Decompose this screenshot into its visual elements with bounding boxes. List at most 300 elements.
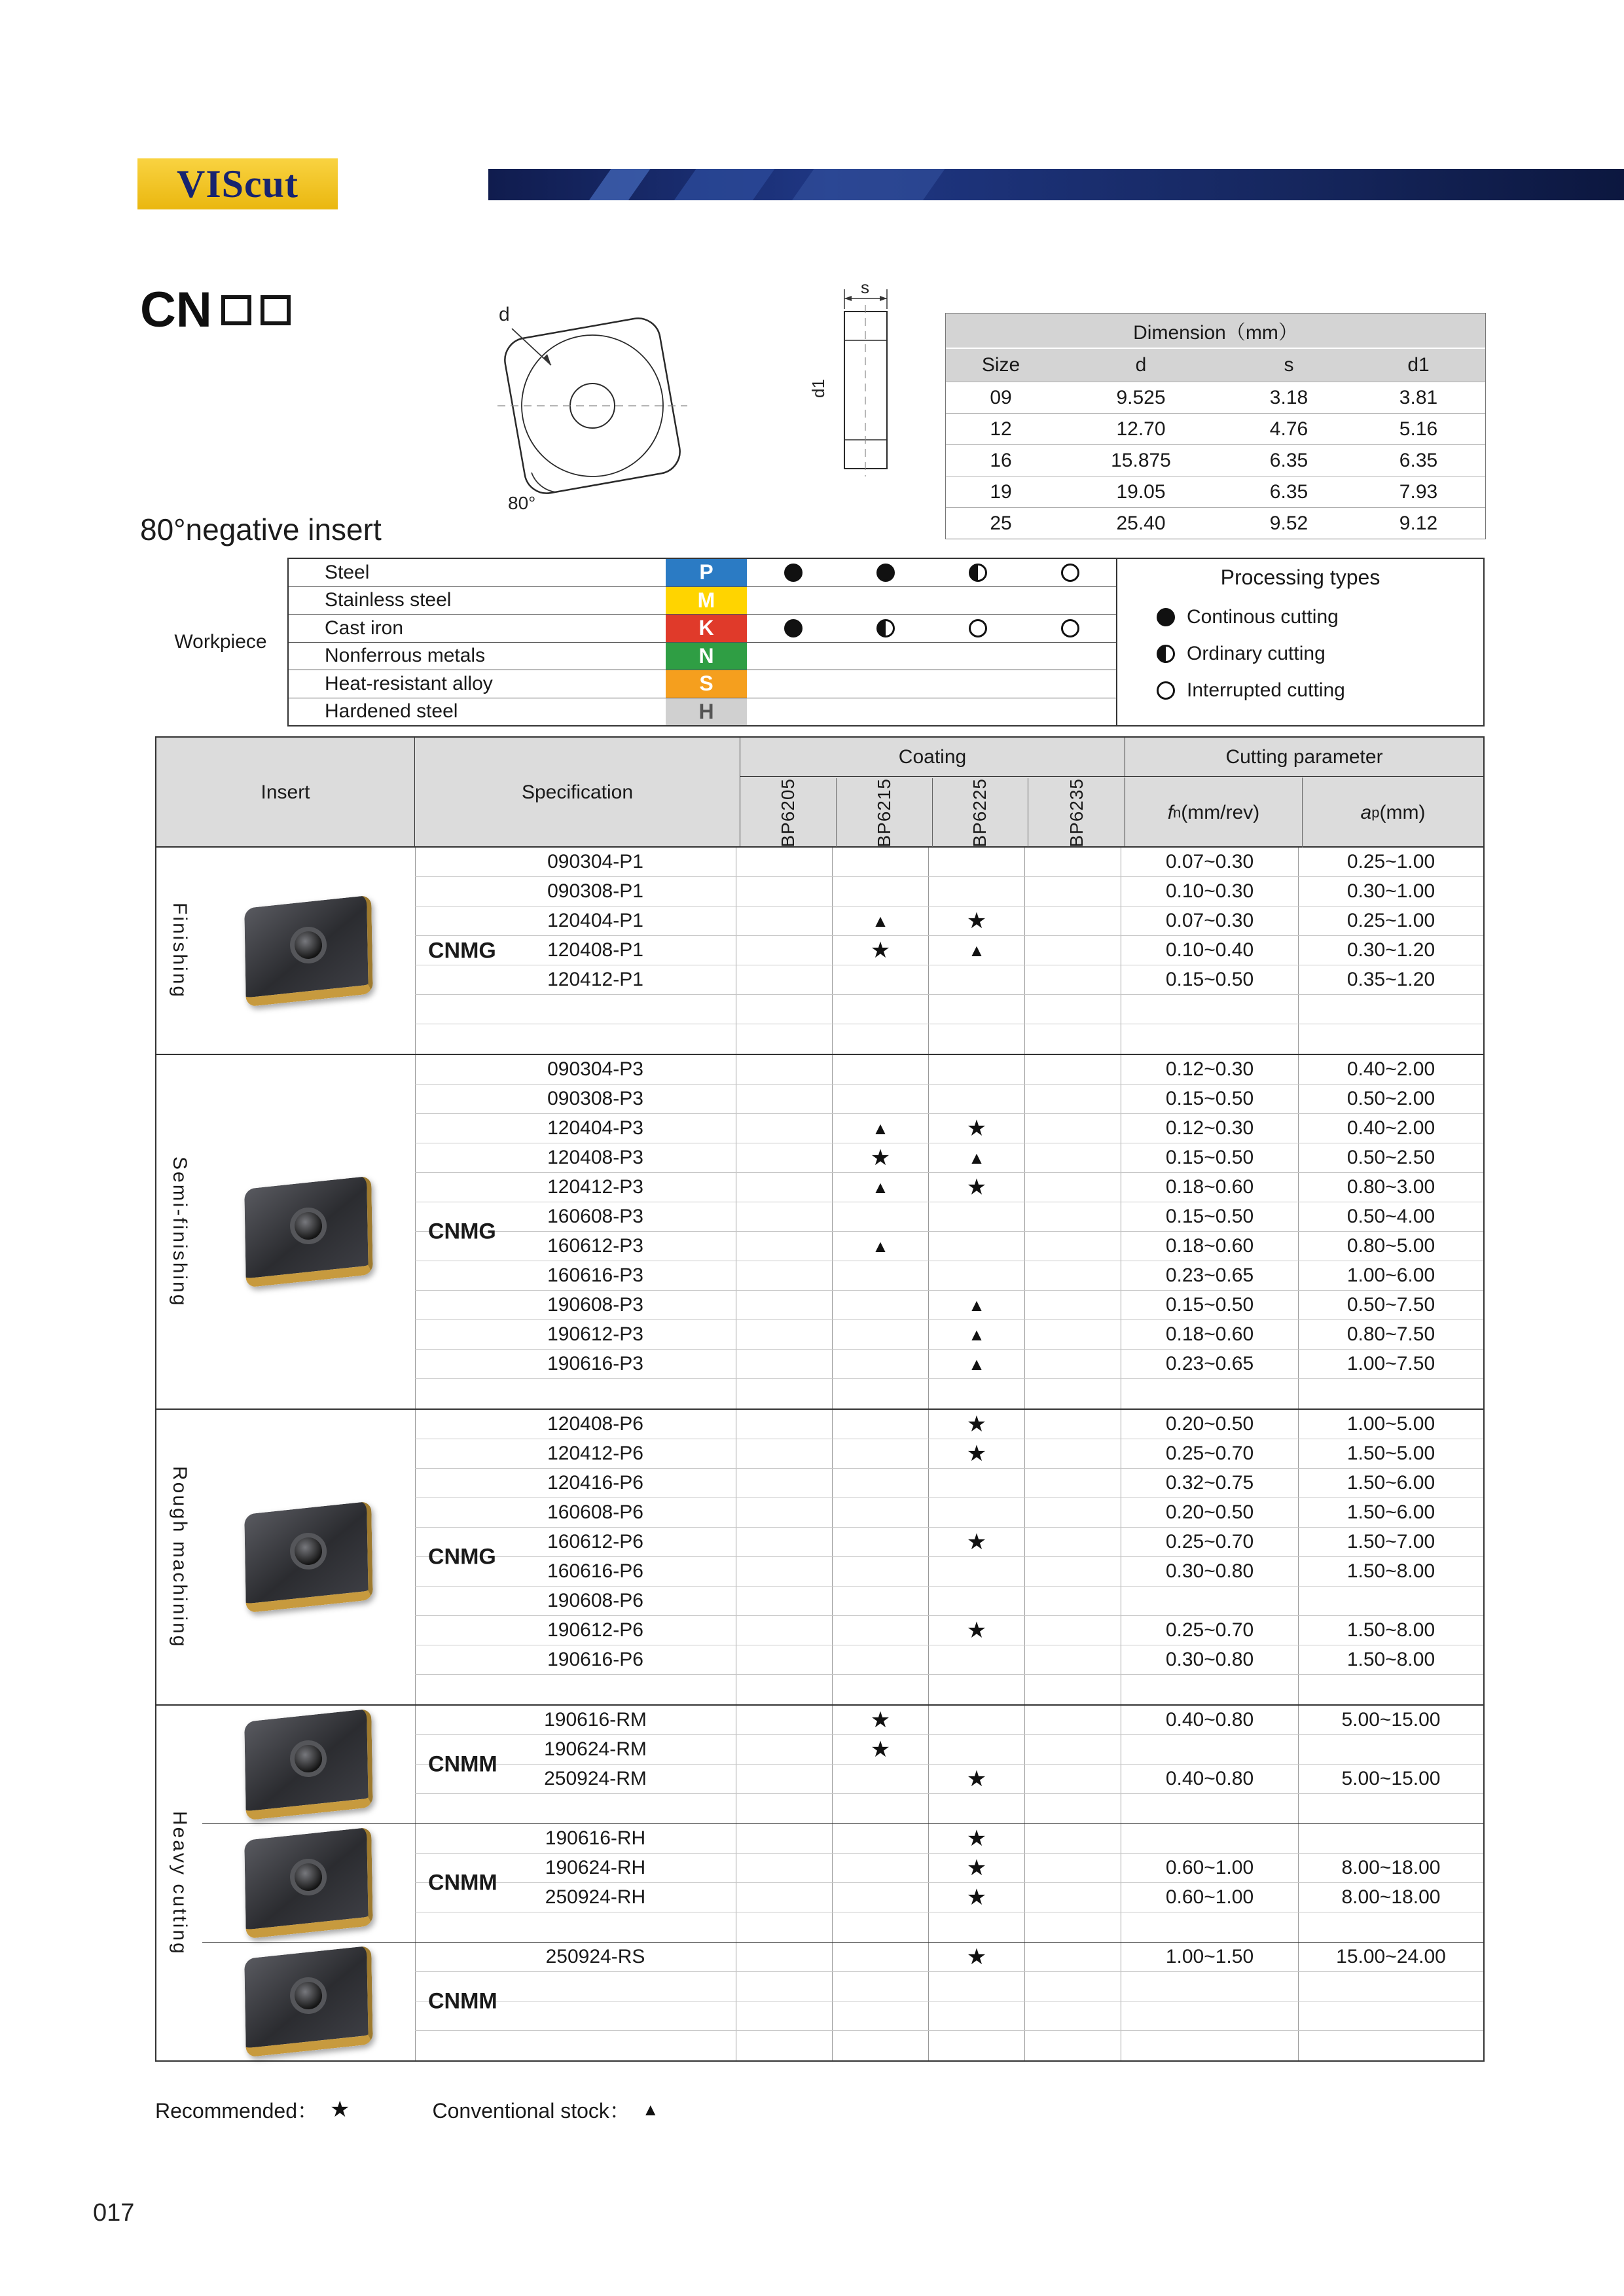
coating-mark-cell [1024,1498,1121,1527]
coating-mark-cell [928,1379,1024,1408]
coating-mark-cell [1024,1085,1121,1113]
coating-mark-cell [736,1557,832,1586]
spec-cell: 190608-P6 [415,1587,736,1615]
full-circle-icon [876,564,895,582]
spec-cell: 250924-RS [415,1943,736,1971]
spec-cell [415,1794,736,1823]
coating-mark-cell [928,1616,1024,1645]
series-size-box [221,295,251,325]
spec-row [415,2031,1483,2060]
spec-rows [415,1824,1483,1942]
fn-unit: (mm/rev) [1181,801,1260,823]
spec-row [415,1883,1483,1912]
series-size-box [261,295,291,325]
workpiece-mark-cell [931,587,1024,615]
coating-mark-cell [1024,1972,1121,2001]
spec-row [415,1410,1483,1439]
insert-photo-cell [202,1706,415,1823]
spec-rows [415,1943,1483,2060]
coating-mark-cell [736,1410,832,1439]
insert-photo-cell [202,1943,415,2060]
coating-mark-cell [1024,1232,1121,1261]
ap-value-cell: 0.80~3.00 [1298,1173,1483,1202]
dimension-header-cell: s [1284,354,1294,376]
workpiece-row [289,642,1116,670]
coating-mark-cell [1024,1765,1121,1793]
fn-value-cell: 0.30~0.80 [1121,1557,1298,1586]
workpiece-table [287,558,1485,726]
workpiece-mark-cell [839,615,931,642]
ap-value-cell: 1.50~8.00 [1298,1557,1483,1586]
fn-subscript: n [1173,804,1182,821]
coating-mark-cell [928,1232,1024,1261]
coating-mark-cell [832,1883,928,1912]
ap-value-cell [1298,1794,1483,1823]
star-mark: ★ [870,938,891,963]
coating-mark-cell [832,1587,928,1615]
fn-value-cell [1121,1379,1298,1408]
fn-value-cell [1121,995,1298,1024]
workpiece-code-badge: M [666,587,747,615]
insert-subgroup [202,1410,1483,1704]
star-mark: ★ [966,1826,987,1851]
coating-mark-cell [928,1498,1024,1527]
insert-subgroup [202,1942,1483,2060]
coating-mark-cell [928,1261,1024,1290]
star-mark: ★ [870,1145,891,1170]
series-title-text: CN [140,282,212,338]
series-title [140,281,291,338]
spec-cell: 120412-P1 [415,965,736,994]
dimension-value-cell: 9.525 [1116,386,1166,408]
coating-mark-cell [928,1410,1024,1439]
processing-legend-item [1117,599,1483,636]
coating-mark-cell [928,1794,1024,1823]
half-circle-icon [876,619,895,637]
coating-mark-cell [736,995,832,1024]
dimension-value-cell: 6.35 [1269,449,1308,471]
workpiece-row [289,670,1116,698]
coating-mark-cell [832,1972,928,2001]
fn-value-cell [1121,1972,1298,2001]
fn-value-cell: 0.15~0.50 [1121,1143,1298,1172]
fn-value-cell: 0.07~0.30 [1121,906,1298,935]
coating-mark-cell [928,995,1024,1024]
fn-header [1125,778,1303,848]
coating-mark-cell [1024,1439,1121,1468]
spec-row [415,1765,1483,1794]
fn-value-cell: 0.25~0.70 [1121,1616,1298,1645]
full-circle-icon [784,564,803,582]
coating-mark-cell [928,1675,1024,1704]
dimension-table-row [946,476,1485,507]
insert-front-svg [452,288,733,524]
recommended-label: Recommended： [155,2099,319,2123]
coating-mark-cell [736,1587,832,1615]
ap-value-cell: 0.80~7.50 [1298,1320,1483,1349]
insert-subgroup [202,1706,1483,1823]
spec-row [415,1291,1483,1320]
fn-value-cell: 0.15~0.50 [1121,1291,1298,1319]
coating-mark-cell [736,1173,832,1202]
coating-mark-cell [928,965,1024,994]
fn-value-cell [1121,1735,1298,1764]
workpiece-mark-cell [1024,670,1116,698]
coating-mark-cell [832,1794,928,1823]
workpiece-row [289,698,1116,726]
coating-mark-cell [1024,1912,1121,1942]
coating-column-label: BP6225 [969,778,990,848]
coating-mark-cell [928,1883,1024,1912]
dim-label-d: d [499,304,510,325]
coating-mark-cell [928,936,1024,965]
workpiece-row [289,614,1116,642]
coating-mark-cell [832,1675,928,1704]
ap-value-cell: 1.50~6.00 [1298,1498,1483,1527]
spec-row [415,1912,1483,1942]
category-cell [156,848,202,1054]
ap-value-cell [1298,1972,1483,2001]
star-mark: ★ [870,1708,891,1732]
coating-mark-cell [1024,1320,1121,1349]
dimension-value-cell: 3.18 [1269,386,1308,408]
coating-mark-cell [736,1085,832,1113]
dimension-table-header-row [946,349,1485,382]
spec-cell: 160608-P3 [415,1202,736,1231]
fn-value-cell: 0.25~0.70 [1121,1528,1298,1556]
spec-cell: 120412-P6 [415,1439,736,1468]
main-table-header [156,738,1483,848]
footer-legend [155,2094,659,2125]
workpiece-material: Steel [325,561,370,583]
spec-cell: 160612-P3 [415,1232,736,1261]
coating-mark-cell [928,1439,1024,1468]
spec-cell: 090308-P1 [415,877,736,906]
workpiece-rows [289,559,1116,725]
workpiece-mark-cell [1024,643,1116,670]
coating-column-header [837,778,933,848]
dimension-value-cell: 15.875 [1111,449,1171,471]
spec-cell: 120404-P1 [415,906,736,935]
ap-value-cell [1298,2001,1483,2030]
coating-mark-cell [832,1528,928,1556]
dimension-header-cell: d [1135,354,1147,376]
spec-cell: 190608-P3 [415,1291,736,1319]
ap-value-cell [1298,995,1483,1024]
workpiece-code-badge: P [666,559,747,586]
coating-mark-cell [736,1943,832,1971]
insert-subgroup [202,848,1483,1054]
ap-value-cell: 1.50~5.00 [1298,1439,1483,1468]
workpiece-code-badge: S [666,670,747,698]
coating-mark-cell [736,1765,832,1793]
coating-mark-cell [1024,1114,1121,1143]
ap-unit: (mm) [1379,801,1426,823]
full-circle-icon [784,619,803,637]
triangle-mark: ▲ [968,1148,985,1168]
coating-header: Coating [740,738,1125,777]
star-icon: ★ [330,2097,350,2122]
coating-mark-cell [736,906,832,935]
spec-cell: 120408-P1 [415,936,736,965]
star-mark: ★ [966,1945,987,1969]
spec-row [415,1173,1483,1202]
triangle-mark: ▲ [872,1119,889,1138]
dim-label-d1: d1 [808,379,828,398]
spec-cell: 190616-P3 [415,1350,736,1378]
workpiece-mark-cell [747,698,839,726]
coating-mark-cell [736,1854,832,1882]
fn-value-cell: 1.00~1.50 [1121,1943,1298,1971]
spec-cell: 190616-RM [415,1706,736,1734]
half-circle-icon [1157,645,1175,663]
ap-value-cell: 1.50~7.00 [1298,1528,1483,1556]
spec-row [415,1972,1483,2001]
insert-group-block [156,1408,1483,1704]
coating-mark-cell [928,1024,1024,1054]
fn-value-cell: 0.15~0.50 [1121,965,1298,994]
coating-mark-cell [736,1528,832,1556]
fn-value-cell: 0.40~0.80 [1121,1706,1298,1734]
workpiece-mark-cell [839,698,931,726]
workpiece-row [289,586,1116,615]
insert-type-label: CNMG [428,1219,496,1244]
insert-photo [240,1176,378,1287]
coating-mark-cell [1024,965,1121,994]
coating-mark-cell [1024,1055,1121,1084]
triangle-icon: ▲ [641,2100,659,2119]
spec-row [415,1143,1483,1173]
spec-rows [415,848,1483,1054]
coating-mark-cell [832,965,928,994]
fn-value-cell: 0.15~0.50 [1121,1085,1298,1113]
fn-value-cell [1121,1794,1298,1823]
coating-mark-cell [1024,1291,1121,1319]
category-label: Semi-finishing [169,1156,190,1308]
coating-mark-cell [832,2031,928,2060]
dimension-value-cell: 12 [990,418,1012,440]
ap-value-cell: 0.40~2.00 [1298,1055,1483,1084]
coating-mark-cell [1024,1528,1121,1556]
coating-mark-cell [832,995,928,1024]
spec-row [415,1202,1483,1232]
coating-mark-cell [1024,936,1121,965]
workpiece-mark-cell [1024,559,1116,586]
fn-value-cell [1121,1024,1298,1054]
ap-value-cell: 1.00~6.00 [1298,1261,1483,1290]
star-mark: ★ [966,1885,987,1910]
insert-type-label: CNMG [428,938,496,963]
spec-cell: 120408-P3 [415,1143,736,1172]
coating-mark-cell [928,1320,1024,1349]
coating-mark-cell [736,1675,832,1704]
spec-cell [415,1024,736,1054]
processing-legend-item [1117,636,1483,672]
workpiece-material: Hardened steel [325,700,458,723]
workpiece-row [289,559,1116,586]
coating-mark-cell [736,1616,832,1645]
triangle-mark: ▲ [872,1177,889,1197]
coating-mark-cell [1024,1410,1121,1439]
spec-cell: 190612-P6 [415,1616,736,1645]
coating-mark-cell [832,1320,928,1349]
insert-photo-cell [202,1824,415,1942]
workpiece-mark-cell [747,587,839,615]
fn-value-cell [1121,1587,1298,1615]
triangle-mark: ▲ [968,941,985,960]
category-label: Heavy cutting [169,1810,190,1956]
coating-mark-cell [1024,1379,1121,1408]
coating-mark-cell [736,1143,832,1172]
insert-photo [240,1827,378,1939]
coating-mark-cell [832,1173,928,1202]
ap-value-cell: 0.80~5.00 [1298,1232,1483,1261]
spec-cell: 160612-P6 [415,1528,736,1556]
coating-mark-cell [832,1765,928,1793]
coating-mark-cell [928,1469,1024,1498]
header-bar [488,169,1624,200]
processing-legend [1117,599,1483,709]
coating-mark-cell [832,1055,928,1084]
ap-header [1303,778,1483,848]
coating-mark-cell [928,1557,1024,1586]
workpiece-mark-cell [1024,698,1116,726]
coating-mark-cell [1024,1587,1121,1615]
coating-mark-cell [1024,1794,1121,1823]
coating-mark-cell [928,1824,1024,1853]
spec-row [415,1587,1483,1616]
ap-value-cell: 0.50~7.50 [1298,1291,1483,1319]
fn-value-cell: 0.60~1.00 [1121,1883,1298,1912]
spec-row [415,1706,1483,1735]
coating-mark-cell [736,1883,832,1912]
spec-cell: 160616-P6 [415,1557,736,1586]
dim-label-angle: 80° [508,493,536,513]
ap-value-cell: 0.30~1.20 [1298,936,1483,965]
coating-mark-cell [1024,995,1121,1024]
spec-row [415,2001,1483,2031]
coating-mark-cell [928,1912,1024,1942]
coating-mark-cell [1024,1261,1121,1290]
spec-row [415,1439,1483,1469]
open-circle-icon [1157,681,1175,700]
dimension-value-cell: 3.81 [1399,386,1438,408]
star-mark: ★ [966,1767,987,1791]
workpiece-mark-cell [839,643,931,670]
coating-mark-cell [832,1557,928,1586]
coating-mark-cell [832,1469,928,1498]
spec-cell: 250924-RH [415,1883,736,1912]
coating-mark-cell [832,1912,928,1942]
star-mark: ★ [870,1737,891,1762]
star-mark: ★ [966,1116,987,1141]
ap-value-cell: 15.00~24.00 [1298,1943,1483,1971]
header-bar-streak [786,169,949,200]
cutting-parameter-header: Cutting parameter [1125,738,1483,777]
coating-mark-cell [832,1143,928,1172]
ap-value-cell [1298,1824,1483,1853]
insert-column-header: Insert [156,738,415,848]
coating-mark-cell [832,1735,928,1764]
spec-cell: 190616-RH [415,1824,736,1853]
coating-mark-cell [736,1735,832,1764]
workpiece-mark-cell [839,587,931,615]
coating-mark-cell [832,1291,928,1319]
header-bar-streak [668,169,779,200]
spec-row [415,1114,1483,1143]
main-spec-table [155,736,1485,2062]
workpiece-mark-cell [839,559,931,586]
insert-type-label: CNMG [428,1544,496,1570]
category-cell [156,1706,202,2060]
spec-row [415,1320,1483,1350]
fn-value-cell: 0.40~0.80 [1121,1765,1298,1793]
spec-row [415,965,1483,995]
spec-row [415,1232,1483,1261]
insert-photo [240,1946,378,2057]
dimension-value-cell: 5.16 [1399,418,1438,440]
coating-mark-cell [832,1706,928,1734]
ap-value-cell: 1.50~8.00 [1298,1645,1483,1674]
ap-value-cell: 0.40~2.00 [1298,1114,1483,1143]
dimension-value-cell: 6.35 [1399,449,1438,471]
fn-value-cell: 0.12~0.30 [1121,1055,1298,1084]
spec-cell: 090304-P1 [415,848,736,876]
workpiece-material: Nonferrous metals [325,645,486,667]
coating-mark-cell [736,1024,832,1054]
spec-cell: 120404-P3 [415,1114,736,1143]
insert-subgroup [202,1823,1483,1942]
processing-legend-item [1117,672,1483,709]
open-circle-icon [1061,564,1079,582]
spec-cell: 190624-RH [415,1854,736,1882]
coating-mark-cell [832,1410,928,1439]
coating-mark-cell [832,1616,928,1645]
coating-mark-cell [832,848,928,876]
insert-group-block [156,1704,1483,2060]
coating-mark-cell [736,1972,832,2001]
brand-logo-text: VIScut [176,162,299,206]
workpiece-marks [747,587,1116,615]
ap-value-cell [1298,1379,1483,1408]
ap-value-cell: 1.50~8.00 [1298,1616,1483,1645]
insert-photo-cell [202,1410,415,1704]
coating-mark-cell [928,1114,1024,1143]
coating-mark-cell [736,1379,832,1408]
spec-cell [415,995,736,1024]
coating-mark-cell [832,1854,928,1882]
processing-legend-label: Continous cutting [1187,606,1339,628]
workpiece-marks [747,698,1116,726]
spec-row [415,1794,1483,1823]
category-cell [156,1410,202,1704]
coating-mark-cell [1024,1883,1121,1912]
ap-value-cell: 0.35~1.20 [1298,965,1483,994]
processing-types-panel [1116,559,1483,725]
specification-column-header: Specification [415,738,740,848]
dimension-value-cell: 19 [990,480,1012,503]
spec-row [415,1528,1483,1557]
dimension-table-body [946,382,1485,539]
fn-value-cell [1121,1912,1298,1942]
coating-mark-cell [928,1085,1024,1113]
processing-types-title: Processing types [1220,565,1380,589]
workpiece-mark-cell [931,615,1024,642]
spec-row [415,906,1483,936]
spec-row [415,1379,1483,1408]
brand-logo [137,158,338,209]
coating-mark-cell [736,1824,832,1853]
